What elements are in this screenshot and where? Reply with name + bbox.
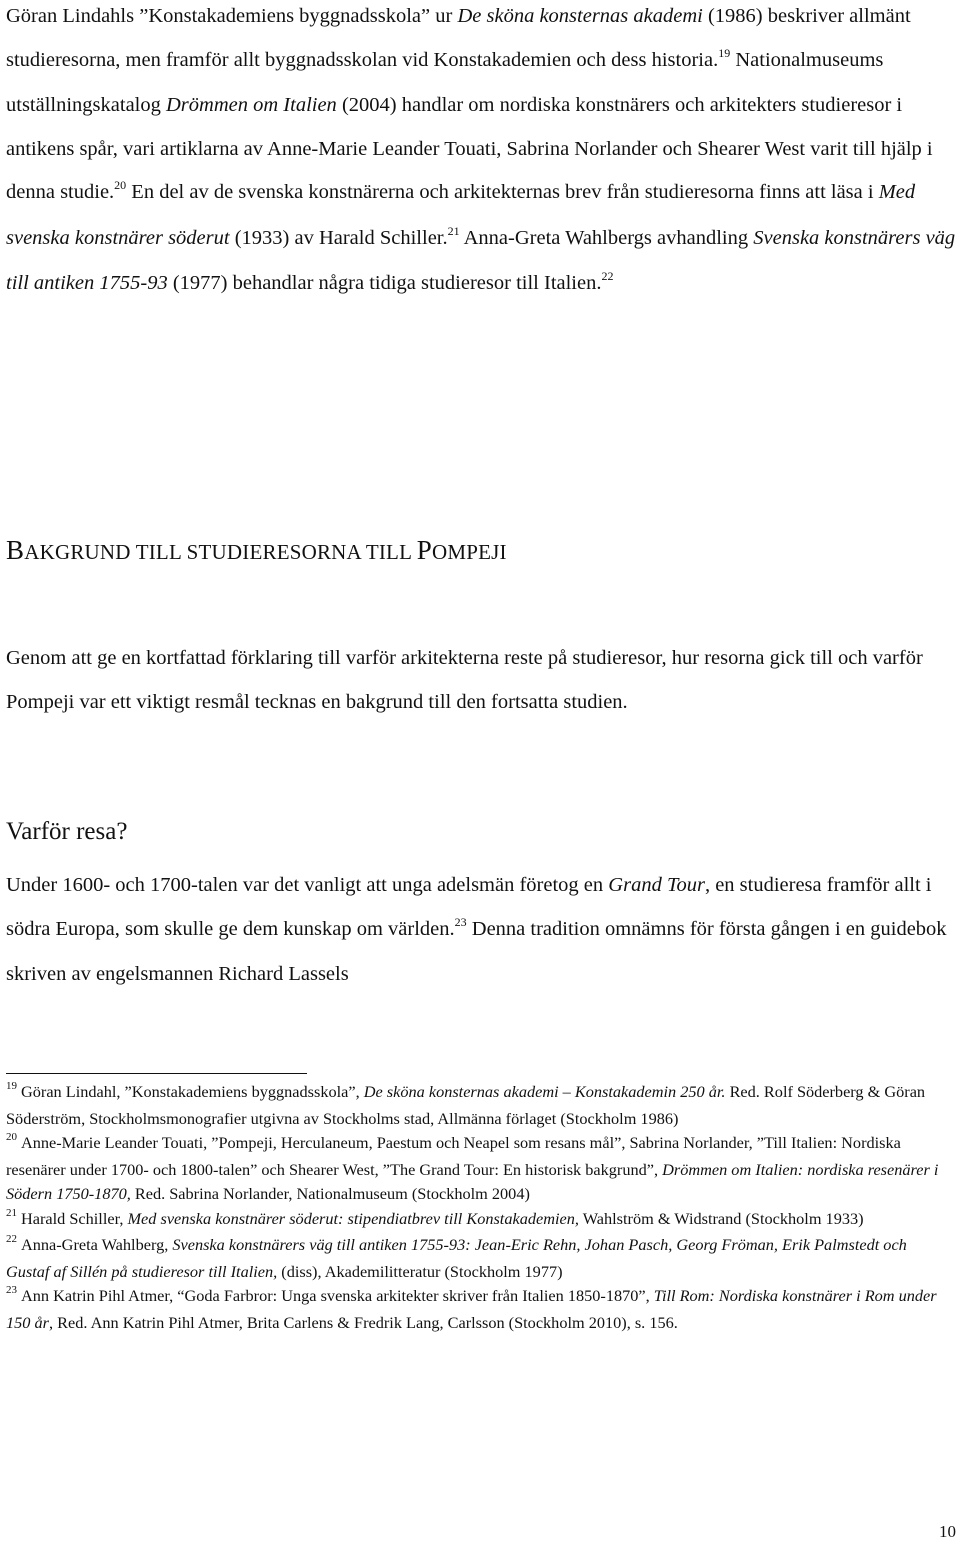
text-run: En del av de svenska konstnärerna och arkitekternas brev från studieresorna finns att läsa i [126,181,879,203]
text-run: (2004) handlar om nordiska konstnärers och arkitekters studieresor i antikens spår, vari artiklarna av Anne-Marie Leander Touati, Sabrina Norlander och Shearer West varit till hjälp i denna studie. [6,94,933,203]
footnote-ref-19[interactable]: 19 [718,45,731,60]
text-run: Denna tradition omnämns för första gången i en guidebok skriven av engelsmannen Richard Lassels [6,917,947,985]
footnote-text: Ann Katrin Pihl Atmer, “Goda Farbror: Unga svenska arkitekter skriver från Italien 1850-1870”, [21,1286,654,1305]
footnote-text: , Red. Ann Katrin Pihl Atmer, Brita Carlens & Fredrik Lang, Carlsson (Stockholm 2010), s. 156. [48,1312,678,1332]
footnote-ref-21[interactable]: 21 [447,223,460,238]
footnote-title: De sköna konsternas akademi – Konstakademin 250 år. [363,1082,726,1101]
text-run: Under 1600- och 1700-talen var det vanligt att unga adelsmän företog en [6,874,609,896]
book-title: De sköna konsternas akademi [457,5,703,27]
page-number: 10 [939,1522,956,1541]
emphasis: Grand Tour [608,874,705,896]
text-run: Göran Lindahls ”Konstakademiens byggnadsskola” ur [6,5,458,27]
footnote-text: (diss), Akademilitteratur (Stockholm 1977) [277,1261,563,1281]
heading-smallcaps: AKGRUND TILL STUDIERESORNA TILL [24,540,417,564]
footnote-text: Harald Schiller, [21,1208,128,1228]
footnote-title: Drömmen om Italien: nordiska resenärer i Södern 1750-1870, [6,1159,939,1203]
footnote-text: Red. Sabrina Norlander, Nationalmuseum (Stockholm 2004) [130,1184,530,1203]
heading-smallcaps: OMPEJI [432,540,507,564]
book-title: Med svenska konstnärer söderut [6,181,916,249]
heading-initial: P [416,535,432,565]
footnote-number: 20 [6,1131,17,1143]
footnote-ref-20[interactable]: 20 [114,178,127,192]
footnote-title: Med svenska konstnärer söderut: stipendiatbrev till Konstakademien, [127,1208,579,1228]
text-run: (1977) behandlar några tidiga studieresor till Italien. [167,272,602,294]
paragraph-2: Genom att ge en kortfattad förklaring till varför arkitekterna reste på studieresor, hur resorna gick till och varför Pompeji var ett viktigt resmål tecknas en bakgrund till den fortsatta studien. [6,647,923,713]
footnote-title: Svenska konstnärers väg till antiken 1755-93: Jean-Eric Rehn, Johan Pasch, Georg Fröman, Erik Palmstedt och Gustaf af Sillén på studieresor till Italien, [6,1235,907,1281]
footnote-text: Göran Lindahl, ”Konstakademiens byggnadsskola”, [21,1082,364,1101]
footnote-23 [6,1284,951,1335]
footnotes [6,1080,951,1335]
book-title: Svenska konstnärers väg till antiken 1755-93 [6,226,956,294]
subsection-heading: Varför resa? [6,818,128,845]
footnote-number: 22 [6,1233,17,1245]
footnote-22 [6,1233,951,1284]
footnote-20 [6,1131,951,1207]
footnote-text: Wahlström & Widstrand (Stockholm 1933) [578,1208,864,1228]
heading-initial: B [6,535,25,565]
footnote-number: 21 [6,1206,17,1219]
footnote-text: Red. Rolf Söderberg & Göran Söderström, Stockholmsmonografier utgivna av Stockholms stad, Allmänna förlaget (Stockholm 1986) [6,1082,926,1128]
footnote-number: 23 [6,1284,17,1296]
text-run: Anna-Greta Wahlbergs avhandling [459,226,754,249]
footnote-number: 19 [6,1080,17,1092]
footnote-21 [6,1207,951,1234]
section-heading [6,535,507,566]
footnote-ref-22[interactable]: 22 [601,269,614,283]
footnote-text: Anna-Greta Wahlberg, [21,1235,173,1254]
footnote-title: Till Rom: Nordiska konstnärer i Rom under 150 år [6,1286,937,1332]
text-run: (1933) av Harald Schiller. [229,226,448,249]
book-title: Drömmen om Italien [166,94,337,116]
text-run: Nationalmuseums utställningskatalog [6,48,884,116]
paragraph-1 [6,0,956,308]
paragraph-3 [6,864,956,997]
footnote-19 [6,1080,951,1131]
footnote-separator [6,1073,307,1074]
text-run: (1986) beskriver allmänt studieresorna, men framför allt byggnadsskolan vid Konstakademien och dess historia. [6,5,911,71]
footnote-text: Anne-Marie Leander Touati, ”Pompeji, Herculaneum, Paestum och Neapel som resans mål”, Sabrina Norlander, ”Till Italien: Nordiska resenärer under 1700- och 1800-talen” och Shearer West, ”The Grand Tour: En historisk bakgrund”, [6,1133,901,1179]
footnote-ref-23[interactable]: 23 [454,914,467,929]
text-run: , en studieresa framför allt i södra Europa, som skulle ge dem kunskap om världen. [6,874,932,940]
